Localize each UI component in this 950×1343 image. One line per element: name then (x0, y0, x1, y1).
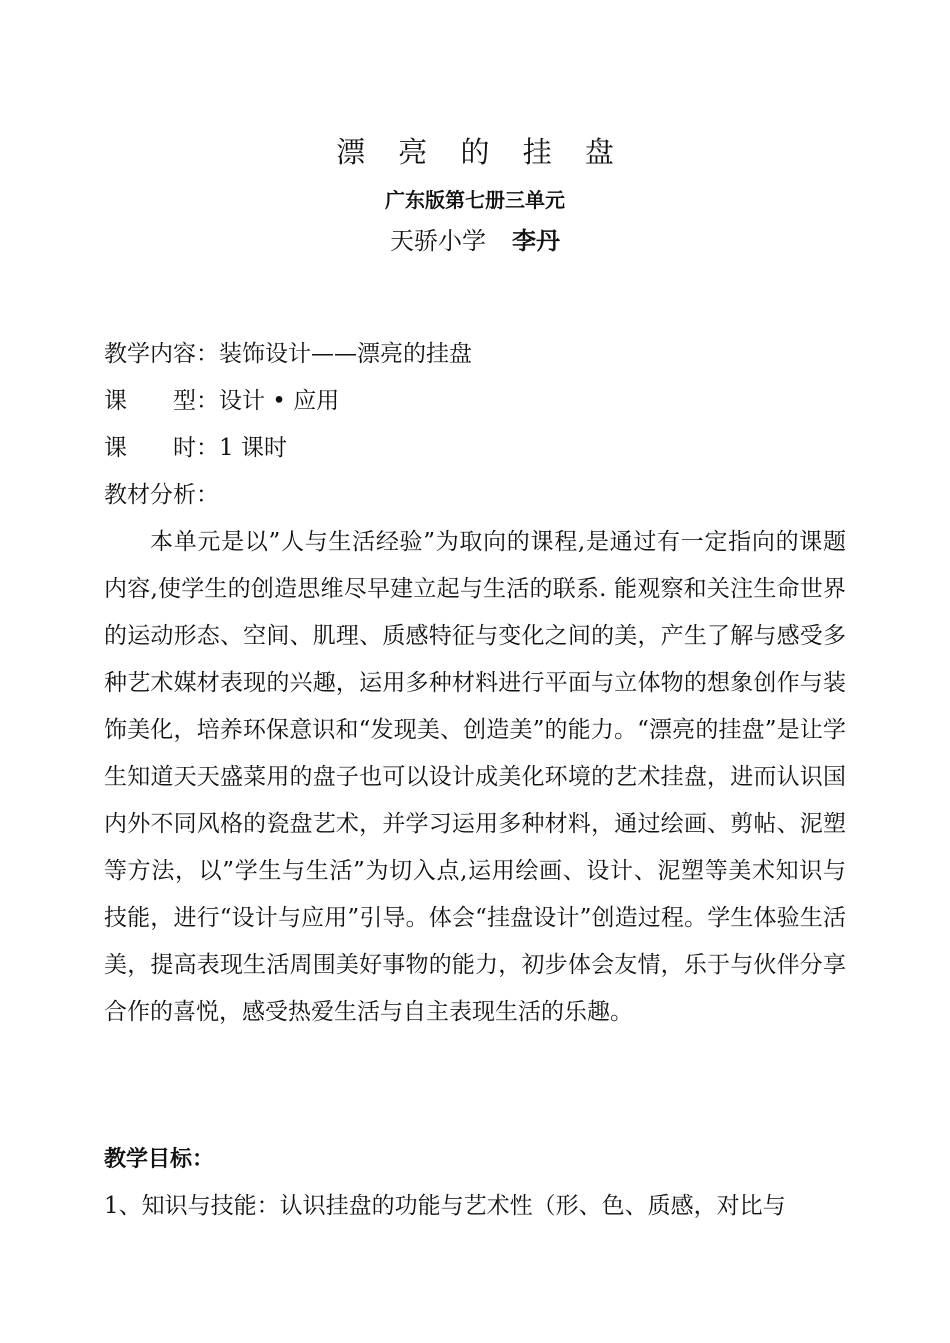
analysis-label: 教材分析： (104, 482, 219, 508)
meta-hours-row (104, 425, 846, 472)
goal-item-1: 1、知识与技能：认识挂盘的功能与艺术性（形、色、质感，对比与 (104, 1193, 786, 1219)
meta-type-value: 设计 • 应用 (219, 388, 340, 414)
meta-hours-label: 课 时： (104, 435, 219, 461)
meta-type-row (104, 378, 846, 425)
meta-type-label: 课 型： (104, 388, 219, 414)
analysis-paragraph: 本单元是以”人与生活经验”为取向的课程,是通过有一定指向的课题内容,使学生的创造思维尽早建立起与生活的联系. 能观察和关注生命世界的运动形态、空间、肌理、质感特征与变化之间的美，产生了解与感受多种艺术媒材表现的兴趣，运用多种材料进行平面与立体物的想象创作与装饰美化，培养环保意识和“发现美、创造美”的能力。“漂亮的挂盘”是让学生知道天天盛菜用的盘子也可以设计成美化环境的艺术挂盘，进而认识国内外不同风格的瓷盘艺术，并学习运用多种材料，通过绘画、剪帖、泥塑等方法，以”学生与生活”为切入点,运用绘画、设计、泥塑等美术知识与技能，进行“设计与应用”引导。体会“挂盘设计”创造过程。学生体验生活美，提高表现生活周围美好事物的能力，初步体会友情，乐于与伙伴分享合作的喜悦，感受热爱生活与自主表现生活的乐趣。 (104, 529, 846, 1025)
meta-content-value: 装饰设计——漂亮的挂盘 (219, 341, 472, 367)
document-subtitle: 广东版第七册三单元 (385, 188, 565, 212)
author-name: 李丹 (512, 227, 560, 255)
author-line (0, 224, 950, 258)
goals-heading: 教学目标： (104, 1147, 215, 1172)
meta-content-row (104, 331, 846, 378)
meta-content-label: 教学内容： (104, 341, 219, 367)
school-name: 天骄小学 (390, 227, 486, 255)
meta-hours-value: 1 课时 (219, 435, 287, 461)
document-title: 漂 亮 的 挂 盘 (336, 135, 626, 169)
